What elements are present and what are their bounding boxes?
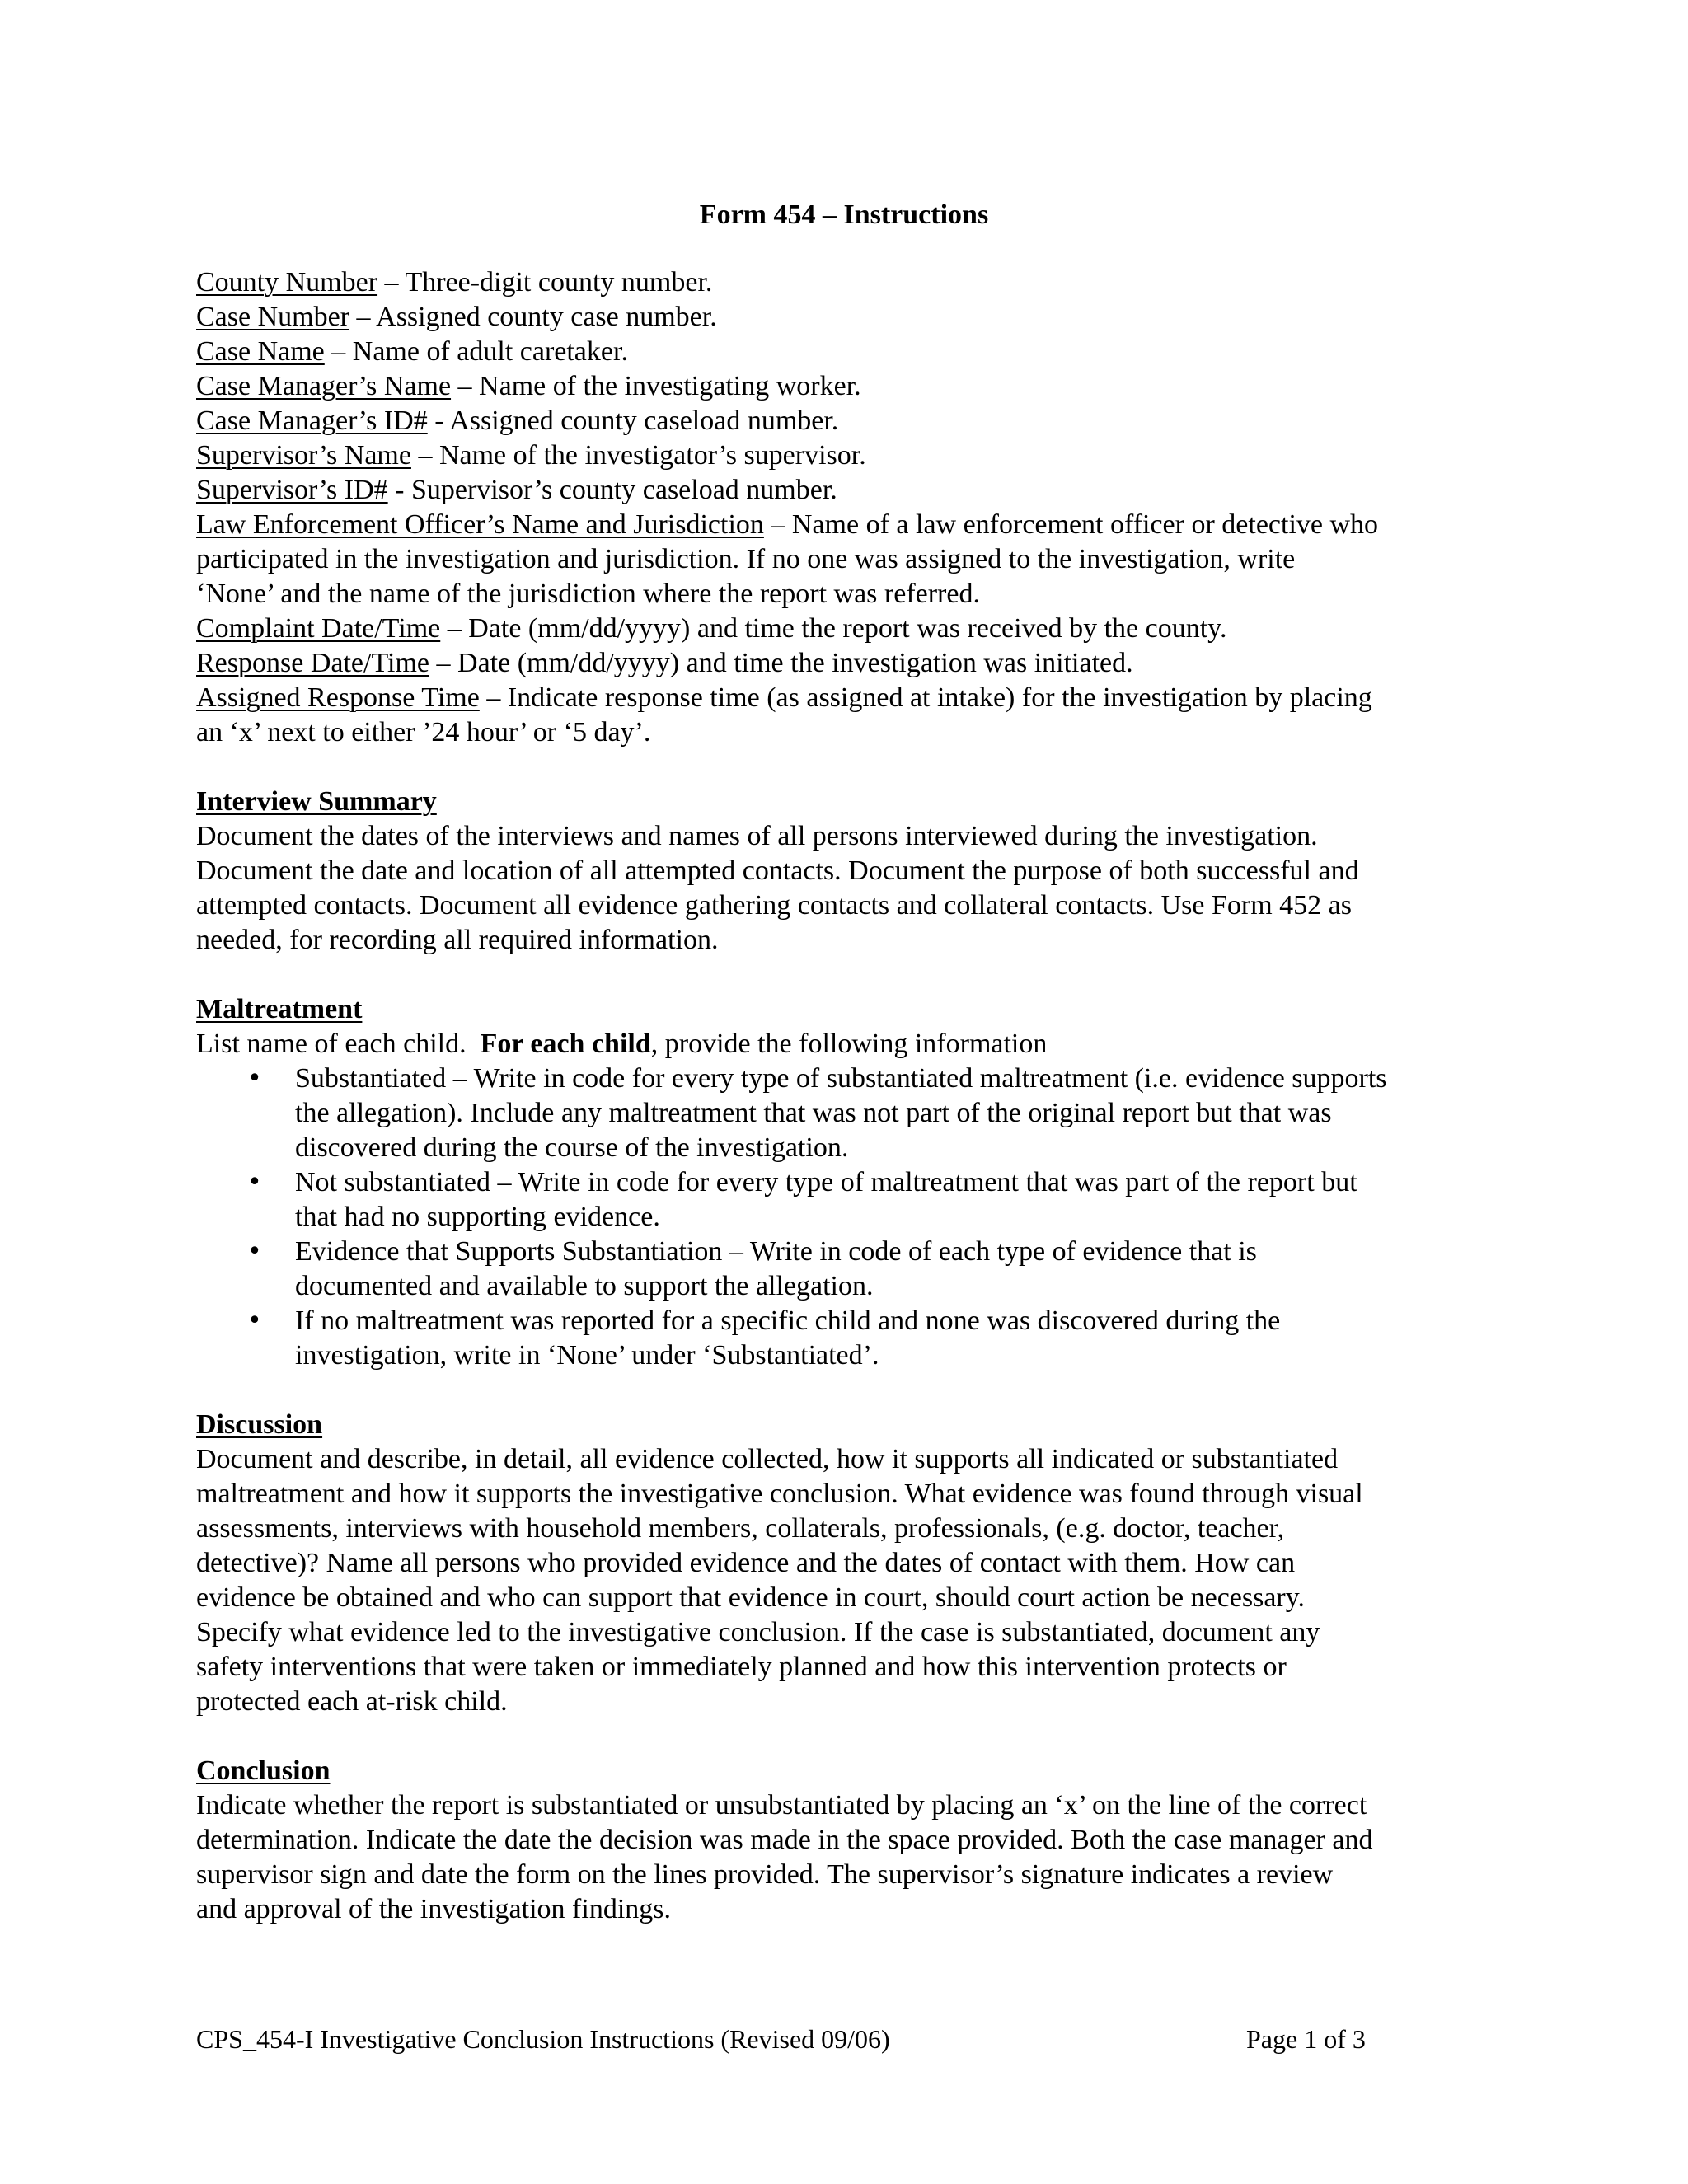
field-separator: – [479, 682, 508, 713]
field-label: Complaint Date/Time [196, 613, 441, 644]
paragraph-line: protected each at-risk child. [196, 1686, 508, 1717]
list-item-line: discovered during the course of the investigation. [295, 1132, 849, 1163]
field-label: Supervisor’s ID# [196, 475, 388, 505]
paragraph-line: and approval of the investigation findings. [196, 1894, 671, 1924]
bullet-icon: • [247, 1306, 262, 1335]
paragraph-line: Document and describe, in detail, all evidence collected, how it supports all indicated or substantiated [196, 1444, 1339, 1474]
field-separator: - [427, 405, 450, 436]
paragraph-line: Specify what evidence led to the investigative conclusion. If the case is substantiated, document any [196, 1617, 1320, 1647]
field-description: Supervisor’s county caseload number. [410, 475, 837, 505]
section-heading: Maltreatment [196, 994, 363, 1024]
field-county-number [196, 265, 1498, 300]
list-item-line: Not substantiated – Write in code for every type of maltreatment that was part of the report but [295, 1167, 1357, 1197]
field-description: Name of adult caretaker. [352, 336, 628, 367]
field-separator: – [377, 267, 406, 298]
list-item [196, 1235, 1498, 1304]
field-definitions [196, 265, 1498, 750]
page-title: Form 454 – Instructions [699, 199, 989, 230]
list-item-line: If no maltreatment was reported for a specific child and none was discovered during the [295, 1305, 1281, 1336]
field-case-manager-id [196, 404, 1498, 438]
paragraph-line: assessments, interviews with household members, collaterals, professionals, (e.g. doctor, teacher, [196, 1513, 1285, 1544]
field-case-manager-name [196, 369, 1498, 404]
intro-text: List name of each child. [196, 1029, 481, 1059]
discussion-section [196, 1408, 1498, 1719]
field-law-enforcement-officer [196, 508, 1498, 542]
list-item-line: the allegation). Include any maltreatment that was not part of the original report but that was [295, 1098, 1332, 1128]
list-item [196, 1304, 1498, 1373]
field-description: Date (mm/dd/yyyy) and time the report was received by the county. [468, 613, 1227, 644]
maltreatment-section [196, 992, 1498, 1373]
field-separator: – [440, 613, 469, 644]
list-item-line: that had no supporting evidence. [295, 1202, 660, 1232]
paragraph-line: evidence be obtained and who can support that evidence in court, should court action be necessary. [196, 1582, 1306, 1613]
field-description-continued: an ‘x’ next to either ’24 hour’ or ‘5 day’. [196, 717, 651, 748]
section-heading: Discussion [196, 1409, 323, 1440]
list-item-line: documented and available to support the allegation. [295, 1271, 874, 1301]
field-description-continued: participated in the investigation and jurisdiction. If no one was assigned to the investigation, write [196, 544, 1296, 574]
bullet-icon: • [247, 1064, 262, 1093]
paragraph-line: Document the date and location of all attempted contacts. Document the purpose of both successful and [196, 855, 1359, 886]
field-description: Name of the investigator’s supervisor. [438, 440, 866, 471]
field-description: Assigned county caseload number. [449, 405, 839, 436]
field-supervisor-id [196, 473, 1498, 508]
field-description: Indicate response time (as assigned at intake) for the investigation by placing [507, 682, 1372, 713]
section-heading: Conclusion [196, 1755, 331, 1786]
field-label: Response Date/Time [196, 648, 430, 678]
field-label: Case Manager’s Name [196, 371, 452, 401]
bullet-icon: • [247, 1237, 262, 1266]
list-item-line: Substantiated – Write in code for every type of substantiated maltreatment (i.e. evidence supports [295, 1063, 1387, 1094]
field-separator: – [429, 648, 458, 678]
section-spacer [196, 1373, 1498, 1408]
paragraph-line: Indicate whether the report is substantiated or unsubstantiated by placing an ‘x’ on the line of the correct [196, 1790, 1367, 1821]
conclusion-section [196, 1754, 1498, 1927]
field-description: Name of a law enforcement officer or detective who [791, 509, 1379, 540]
paragraph-line: Document the dates of the interviews and names of all persons interviewed during the investigation. [196, 821, 1318, 851]
paragraph-line: detective)? Name all persons who provided evidence and the dates of contact with them. How can [196, 1548, 1296, 1578]
section-spacer [196, 1719, 1498, 1754]
field-assigned-response-time [196, 681, 1498, 715]
paragraph-line: needed, for recording all required information. [196, 925, 719, 955]
paragraph-line: maltreatment and how it supports the investigative conclusion. What evidence was found through visual [196, 1479, 1363, 1509]
document-body [196, 265, 1498, 1927]
field-label: Case Manager’s ID# [196, 405, 428, 436]
paragraph-line: determination. Indicate the date the decision was made in the space provided. Both the case manager and [196, 1825, 1373, 1855]
field-case-number [196, 300, 1498, 335]
field-label: Case Name [196, 336, 325, 367]
intro-bold-text: For each child [480, 1029, 651, 1059]
section-heading: Interview Summary [196, 786, 437, 817]
field-label: Supervisor’s Name [196, 440, 411, 471]
field-separator: – [451, 371, 480, 401]
field-label: Case Number [196, 302, 350, 332]
field-description: Date (mm/dd/yyyy) and time the investigation was initiated. [457, 648, 1133, 678]
field-separator: – [349, 302, 377, 332]
interview-summary-section [196, 785, 1498, 958]
field-separator: - [387, 475, 411, 505]
field-separator: – [410, 440, 439, 471]
list-item [196, 1062, 1498, 1165]
field-description: Assigned county case number. [376, 302, 717, 332]
intro-text: , provide the following information [650, 1029, 1048, 1059]
field-case-name [196, 335, 1498, 369]
list-item-line: investigation, write in ‘None’ under ‘Substantiated’. [295, 1340, 879, 1371]
maltreatment-intro [196, 1027, 1498, 1062]
form-identifier: CPS_454-I Investigative Conclusion Instructions (Revised 09/06) [196, 2024, 890, 2054]
field-label: County Number [196, 267, 378, 298]
bullet-icon: • [247, 1168, 262, 1197]
paragraph-line: attempted contacts. Document all evidence gathering contacts and collateral contacts. Use Form 452 as [196, 890, 1353, 921]
paragraph-line: safety interventions that were taken or immediately planned and how this intervention protects or [196, 1652, 1287, 1682]
field-separator: – [763, 509, 792, 540]
field-description: Name of the investigating worker. [479, 371, 861, 401]
page-number: Page 1 of 3 [1246, 2024, 1366, 2054]
field-label: Assigned Response Time [196, 682, 480, 713]
field-description: Three-digit county number. [405, 267, 713, 298]
field-supervisor-name [196, 438, 1498, 473]
paragraph-line: supervisor sign and date the form on the lines provided. The supervisor’s signature indicates a review [196, 1859, 1334, 1890]
list-item-line: Evidence that Supports Substantiation – Write in code of each type of evidence that is [295, 1236, 1257, 1267]
section-spacer [196, 958, 1498, 992]
section-spacer [196, 750, 1498, 785]
field-complaint-date-time [196, 612, 1498, 646]
list-item [196, 1165, 1498, 1235]
maltreatment-list [196, 1062, 1498, 1373]
field-separator: – [324, 336, 353, 367]
field-description-continued: ‘None’ and the name of the jurisdiction where the report was referred. [196, 579, 980, 609]
field-label: Law Enforcement Officer’s Name and Jurisdiction [196, 509, 764, 540]
field-response-date-time [196, 646, 1498, 681]
